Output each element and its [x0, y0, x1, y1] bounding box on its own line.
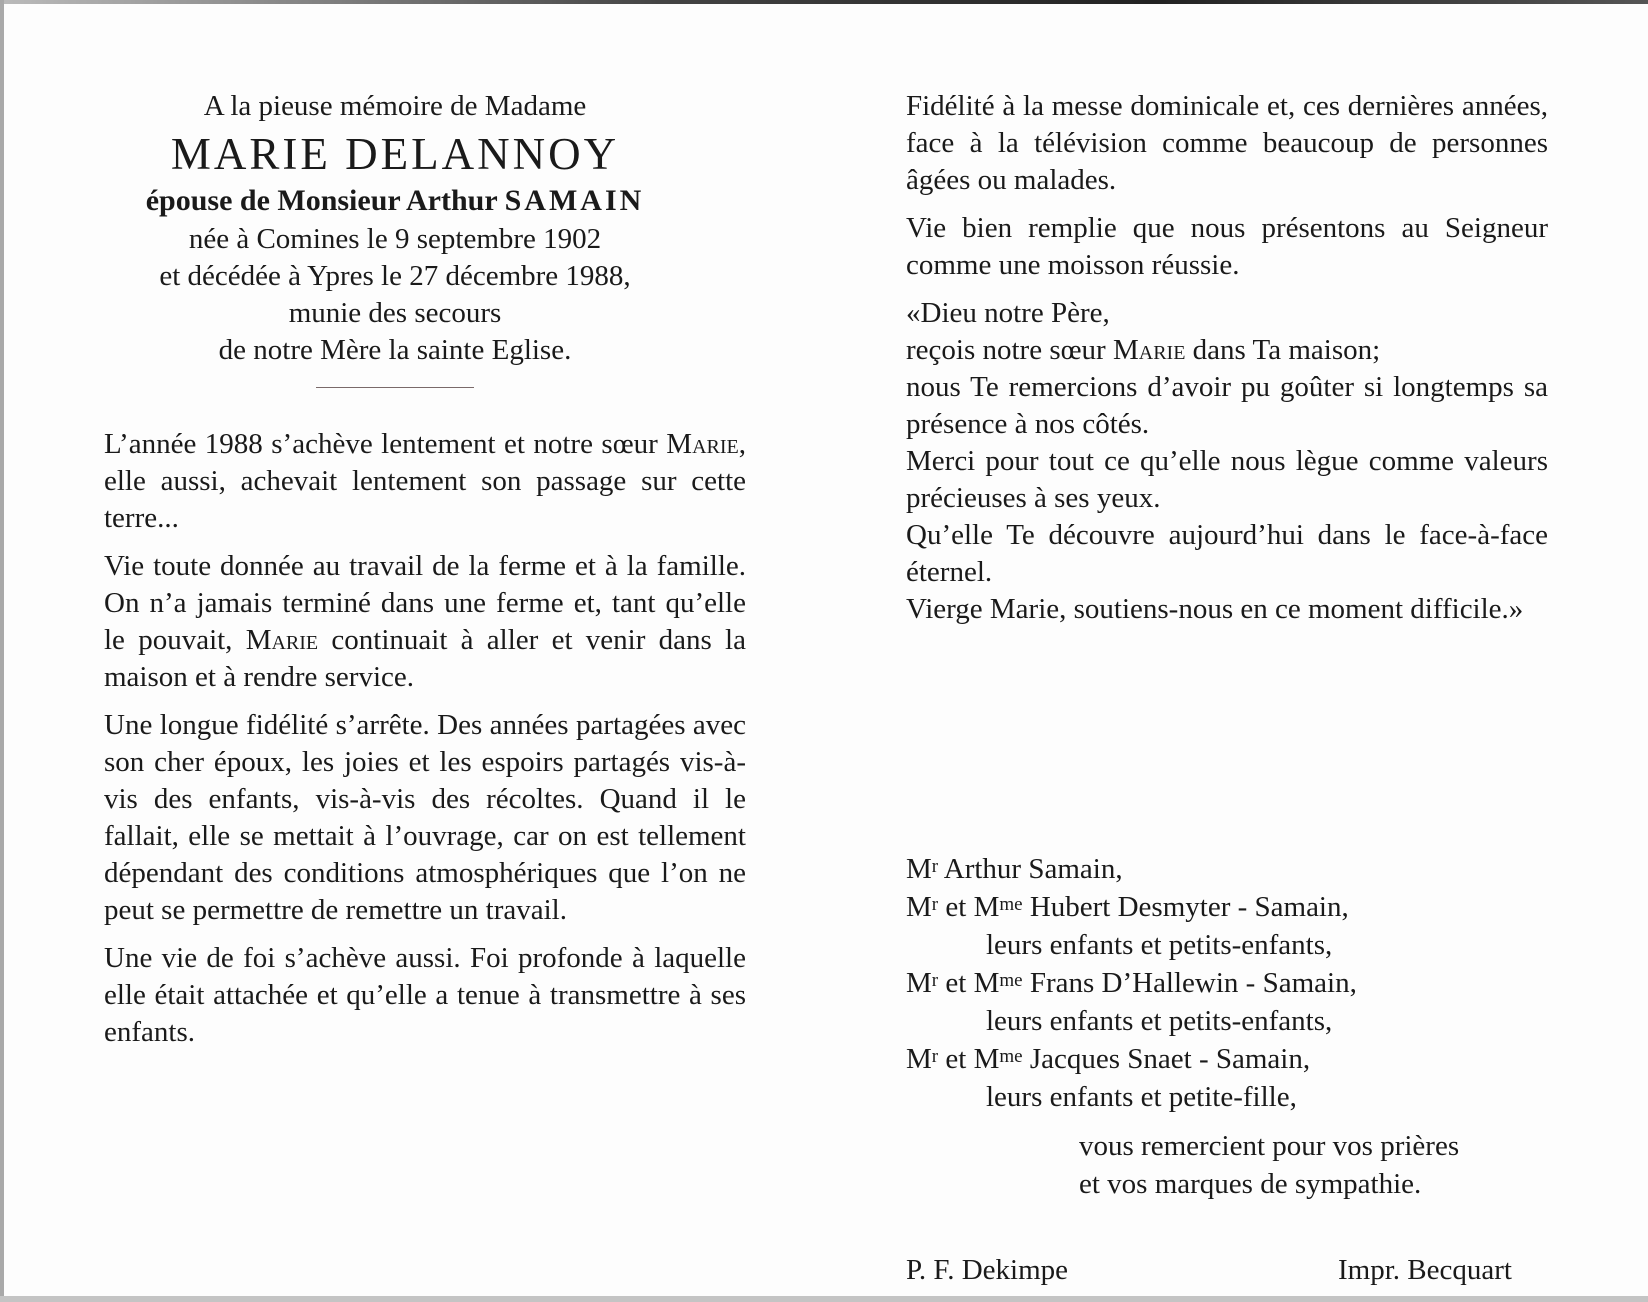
text: dans Ta maison; — [1185, 334, 1381, 366]
scan-top-edge — [0, 0, 1648, 4]
name-smallcaps: Marie — [245, 624, 319, 656]
paragraph-3: Une longue fidélité s’arrête. Des années partagées avec son cher époux, les joies et les espoirs partagés vis-à-vis des enfants, vis-à-vis des récoltes. Quand il le fallait, elle se mettait à l’ouvrage, car on est tellement dépendant des conditions atmosphériques que l’on ne peut se permettre de remettre un travail. — [104, 709, 746, 926]
paragraph-5: Fidélité à la messe dominicale et, ces dernières années, face à la télévision comme beaucoup de personnes âgées ou malades. — [906, 90, 1548, 196]
printer-credit: Impr. Becquart — [1338, 1254, 1512, 1286]
family-name: Jacques Snaet - Samain, — [1022, 1043, 1311, 1075]
divider-rule — [316, 387, 474, 388]
prayer-line-2 — [906, 332, 1548, 369]
death-line: et décédée à Ypres le 27 décembre 1988, — [159, 260, 631, 292]
paragraph-6: Vie bien remplie que nous présentons au Seigneur comme une moisson réussie. — [906, 212, 1548, 281]
family-row — [906, 888, 1357, 926]
title-sup: me — [999, 970, 1023, 991]
title-mme: M — [973, 1043, 1000, 1075]
title-sup: r — [931, 1046, 939, 1067]
spouse-prefix: épouse de Monsieur Arthur — [145, 184, 505, 217]
text: Vie toute donnée au travail de la ferme et à la famille. On n’a jamais terminé dans une ferme et, tant qu’elle le pouvait, — [104, 550, 746, 656]
title-mr: M — [906, 967, 932, 999]
title-mr: M — [906, 1043, 932, 1075]
paragraph-2 — [104, 548, 746, 696]
prayer-line-5: Qu’elle Te découvre aujourd’hui dans le face-à-face éternel. — [906, 519, 1548, 588]
name-smallcaps: Marie — [1112, 334, 1186, 366]
title-mme: M — [973, 891, 1000, 923]
right-column — [906, 88, 1548, 628]
family-row — [906, 850, 1357, 888]
family-sub-row: leurs enfants et petits-enfants, — [986, 1005, 1333, 1037]
prayer-line-6: Vierge Marie, soutiens-nous en ce moment difficile.» — [906, 593, 1524, 625]
family-name: Frans D’Hallewin - Samain, — [1022, 967, 1357, 999]
family-sub-row: leurs enfants et petits-enfants, — [986, 929, 1333, 961]
title-sup: me — [999, 894, 1023, 915]
spouse-surname: SAMAIN — [504, 184, 645, 217]
family-name: Arthur Samain, — [938, 853, 1123, 885]
deceased-name: MARIE DELANNOY — [170, 129, 620, 179]
prayer-line-4: Merci pour tout ce qu’elle nous lègue comme valeurs précieuses à ses yeux. — [906, 445, 1548, 514]
title-mme: M — [973, 967, 1000, 999]
paragraph-1 — [104, 426, 746, 537]
thanks-line-1: vous remercient pour vos prières — [1079, 1130, 1460, 1162]
title-mr: M — [906, 891, 932, 923]
paragraph-4: Une vie de foi s’achève aussi. Foi profonde à laquelle elle était attachée et qu’elle a tenue à transmettre à ses enfants. — [104, 942, 746, 1048]
title-sup: me — [999, 1046, 1023, 1067]
title-mr: M — [906, 853, 932, 885]
family-row — [906, 964, 1357, 1002]
text: L’année 1988 s’achève lentement et notre sœur — [104, 428, 667, 460]
family-list — [906, 850, 1357, 1116]
title-sup: r — [931, 856, 939, 877]
text: reçois notre sœur — [906, 334, 1113, 366]
conjunction: et — [938, 891, 974, 923]
family-sub-row: leurs enfants et petite-fille, — [986, 1081, 1297, 1113]
prayer-line-1: «Dieu notre Père, — [906, 297, 1110, 329]
prayer-line-3: nous Te remercions d’avoir pu goûter si longtemps sa présence à nos côtés. — [906, 371, 1548, 440]
scan-bottom-edge — [0, 1296, 1648, 1302]
thanks-line-2: et vos marques de sympathie. — [1079, 1168, 1422, 1200]
left-column — [104, 88, 746, 1062]
title-sup: r — [931, 894, 939, 915]
scan-left-edge — [0, 0, 4, 1302]
family-row — [906, 1040, 1357, 1078]
sacraments-line-2: de notre Mère la sainte Eglise. — [218, 334, 572, 366]
card-header — [74, 88, 716, 388]
title-sup: r — [931, 970, 939, 991]
text: continuait à aller et venir dans la maison et à rendre service. — [104, 624, 746, 693]
text: , elle aussi, achevait lentement son passage sur cette terre... — [104, 428, 746, 534]
family-name: Hubert Desmyter - Samain, — [1022, 891, 1349, 923]
name-smallcaps: Marie — [666, 428, 739, 460]
photographer-credit: P. F. Dekimpe — [906, 1254, 1069, 1286]
memorial-intro: A la pieuse mémoire de Madame — [203, 90, 587, 122]
spouse-line — [74, 181, 716, 221]
thanks-block — [1079, 1127, 1459, 1203]
sacraments-line-1: munie des secours — [288, 297, 502, 329]
birth-line: née à Comines le 9 septembre 1902 — [188, 223, 602, 255]
conjunction: et — [938, 1043, 974, 1075]
prayer — [906, 295, 1548, 628]
conjunction: et — [938, 967, 974, 999]
